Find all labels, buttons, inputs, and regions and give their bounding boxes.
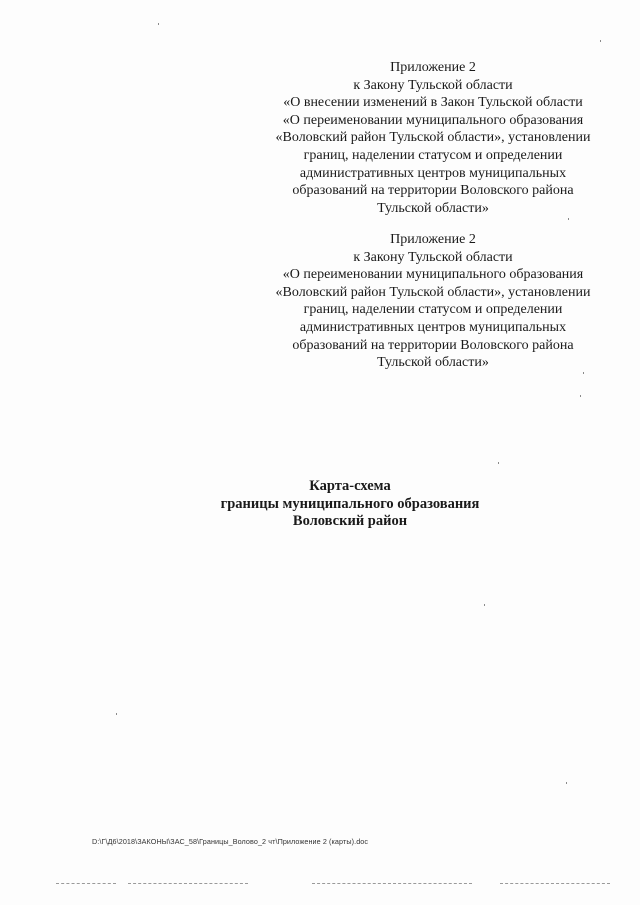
scan-speck [566, 782, 567, 784]
appendix-title: Приложение 2 [390, 60, 476, 75]
scan-speck [583, 372, 584, 374]
appendix-line: административных центров муниципальных [299, 165, 567, 181]
scan-speck [498, 462, 499, 464]
appendix-line: «О переименовании муниципального образования [282, 267, 584, 283]
appendix-title: Приложение 2 [390, 232, 476, 247]
appendix-line: административных центров муниципальных [299, 319, 567, 335]
appendix-line: «Воловский район Тульской области», установлении [275, 284, 591, 300]
map-scheme-heading [150, 478, 550, 531]
appendix-line: к Закону Тульской области [353, 77, 513, 93]
scan-speck [484, 604, 485, 606]
appendix-line: границ, наделении статусом и определении [303, 147, 563, 163]
scan-speck [568, 218, 569, 220]
scan-edge-line [312, 883, 472, 885]
appendix-line: Тульской области» [377, 355, 489, 371]
heading-title: Карта-схема [309, 478, 391, 494]
scan-edge-line [500, 883, 610, 885]
scan-speck [116, 713, 117, 715]
appendix-line: образований на территории Воловского района [292, 183, 574, 199]
appendix-note-original [258, 231, 608, 372]
scan-speck [580, 395, 581, 397]
heading-district: Воловский район [292, 513, 408, 529]
appendix-line: границ, наделении статусом и определении [303, 302, 563, 318]
appendix-line: «Воловский район Тульской области», установлении [275, 130, 591, 146]
scan-edge-line [128, 883, 248, 885]
appendix-note-amendment [258, 59, 608, 217]
footer-file-path: D:\Г\Д6\2018\ЗАКОНЫ\ЗАС_58\Границы_Волово_2 чт\Приложение 2 (карты).doc [92, 837, 369, 846]
scan-speck [158, 23, 159, 25]
appendix-line: образований на территории Воловского района [292, 337, 574, 353]
appendix-line: Тульской области» [377, 200, 489, 216]
appendix-line: к Закону Тульской области [353, 249, 513, 265]
scan-speck [600, 40, 601, 42]
appendix-line: «О внесении изменений в Закон Тульской области [283, 95, 583, 111]
heading-subtitle: границы муниципального образования [220, 495, 480, 512]
appendix-line: «О переименовании муниципального образования [282, 112, 584, 128]
scan-edge-line [56, 883, 116, 885]
